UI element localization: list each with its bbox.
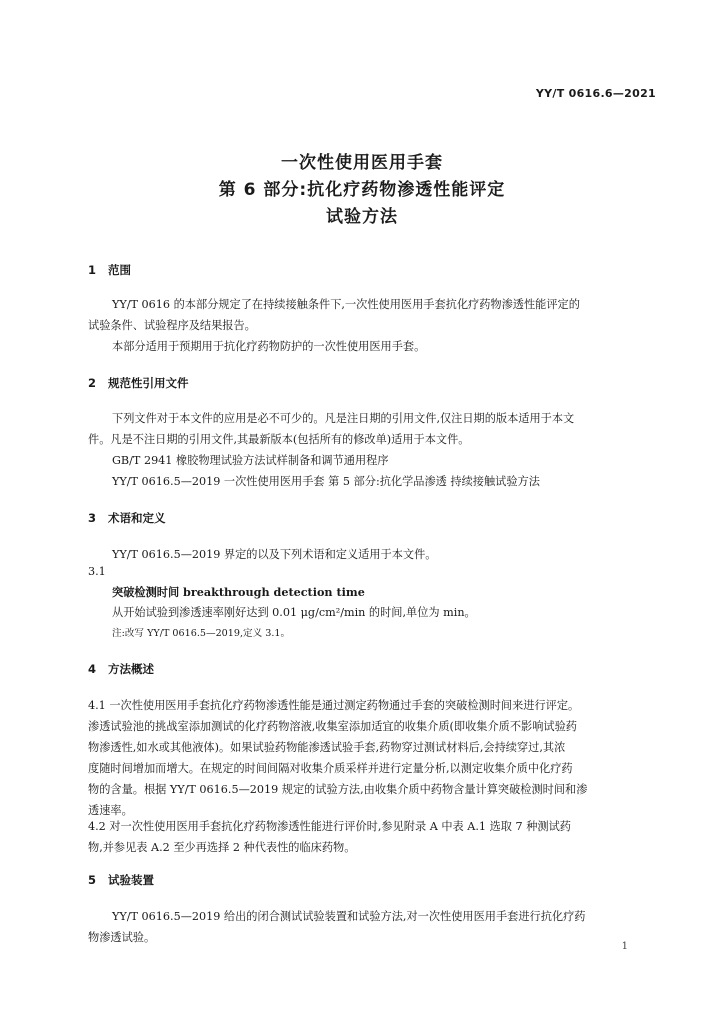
section4-line3: 物渗透性,如水或其他液体)。如果试验药物能渗透试验手套,药物穿过测试材料后,会持续穿过,其浓	[88, 741, 566, 754]
section5-paragraph1-line1: YY/T 0616.5—2019 给出的闭合测试试验装置和试验方法,对一次性使用医用手套进行抗化疗药	[112, 910, 586, 923]
definition-note: 注:改写 YY/T 0616.5—2019,定义 3.1。	[112, 628, 291, 639]
normative-reference-2: YY/T 0616.5—2019 一次性使用医用手套 第 5 部分:抗化学品渗透 持续接触试验方法	[112, 475, 540, 488]
section4-title: 方法概述	[108, 662, 154, 676]
section5-title: 试验装置	[108, 873, 154, 887]
section1-heading	[88, 262, 131, 278]
section3-title: 术语和定义	[108, 511, 166, 525]
section4-line5: 物的含量。根据 YY/T 0616.5—2019 规定的试验方法,由收集介质中药物含量计算突破检测时间和渗	[88, 783, 588, 796]
section1-paragraph1-line1: YY/T 0616 的本部分规定了在持续接触条件下,一次性使用医用手套抗化疗药物渗透性能评定的	[112, 298, 580, 311]
section1-paragraph1-line2: 试验条件、试验程序及结果报告。	[88, 319, 256, 332]
section5-number: 5	[88, 873, 97, 887]
section2-paragraph1-line1: 下列文件对于本文件的应用是必不可少的。凡是注日期的引用文件,仅注日期的版本适用于本文	[112, 412, 575, 425]
section3-paragraph1: YY/T 0616.5—2019 界定的以及下列术语和定义适用于本文件。	[112, 548, 437, 561]
section4-number: 4	[88, 662, 97, 676]
term-breakthrough-detection-time: 突破检测时间 breakthrough detection time	[112, 585, 365, 599]
section2-title: 规范性引用文件	[108, 376, 189, 390]
normative-reference-1: GB/T 2941 橡胶物理试验方法试样制备和调节通用程序	[112, 454, 389, 467]
document-title-line2: 第 6 部分:抗化疗药物渗透性能评定	[218, 180, 506, 200]
clause-3-1-number: 3.1	[88, 565, 106, 578]
section1-paragraph2: 本部分适用于预期用于抗化疗药物防护的一次性使用医用手套。	[112, 340, 426, 353]
section4-line7: 4.2 对一次性使用医用手套抗化疗药物渗透性能进行评价时,参见附录 A 中表 A.1 选取 7 种测试药	[88, 820, 571, 833]
term-definition: 从开始试验到渗透速率刚好达到 0.01 μg/cm²/min 的时间,单位为 min。	[112, 606, 476, 619]
section2-heading	[88, 375, 189, 391]
document-title-line1: 一次性使用医用手套	[281, 153, 443, 173]
document-title-line3: 试验方法	[326, 207, 398, 227]
section4-line1: 4.1 一次性使用医用手套抗化疗药物渗透性能是通过测定药物通过手套的突破检测时间来进行评定。	[88, 699, 580, 712]
section4-heading	[88, 661, 154, 677]
section3-number: 3	[88, 511, 97, 525]
section4-line8: 物,并参见表 A.2 至少再选择 2 种代表性的临床药物。	[88, 841, 356, 854]
section1-number: 1	[88, 263, 97, 277]
section4-line2: 渗透试验池的挑战室添加测试的化疗药物溶液,收集室添加适宜的收集介质(即收集介质不影响试验药	[88, 720, 577, 733]
section2-paragraph1-line2: 件。凡是不注日期的引用文件,其最新版本(包括所有的修改单)适用于本文件。	[88, 433, 470, 446]
section5-paragraph1-line2: 物渗透试验。	[88, 931, 156, 944]
section1-title: 范围	[108, 263, 131, 277]
page-number: 1	[621, 941, 628, 952]
section3-heading	[88, 510, 166, 526]
section5-heading	[88, 872, 154, 888]
section4-line6: 透速率。	[88, 804, 133, 817]
section2-number: 2	[88, 376, 97, 390]
section4-line4: 度随时间增加而增大。在规定的时间间隔对收集介质采样并进行定量分析,以测定收集介质中化疗药	[88, 762, 573, 775]
standard-number: YY/T 0616.6—2021	[535, 87, 656, 100]
